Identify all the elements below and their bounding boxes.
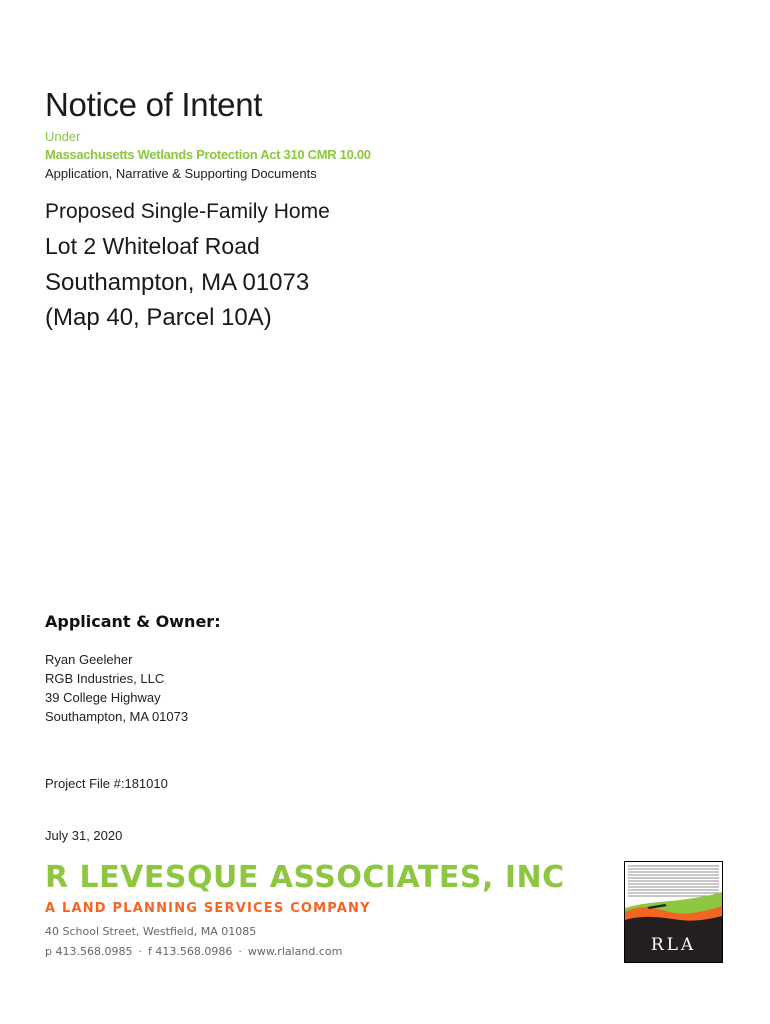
regulation-act: Massachusetts Wetlands Protection Act 310 CMR 10.00	[45, 147, 371, 162]
company-website[interactable]: www.rlaland.com	[247, 945, 343, 958]
logo-text: RLA	[650, 935, 697, 955]
applicant-name: Ryan Geeleher	[45, 652, 133, 667]
applicant-company: RGB Industries, LLC	[45, 671, 165, 686]
company-fax: f 413.568.0986	[147, 945, 233, 958]
project-city: Southampton, MA 01073	[45, 269, 310, 296]
company-tagline: A LAND PLANNING SERVICES COMPANY	[45, 901, 371, 916]
applicant-heading: Applicant & Owner:	[45, 612, 221, 631]
applicant-city: Southampton, MA 01073	[45, 709, 189, 724]
project-lot: Lot 2 Whiteloaf Road	[45, 233, 260, 259]
company-phone: p 413.568.0985	[45, 945, 133, 958]
separator: ·	[238, 945, 242, 958]
project-block	[45, 200, 330, 339]
document-date: July 31, 2020	[45, 828, 123, 843]
document-title: Notice of Intent	[45, 86, 263, 123]
applicant-block	[45, 650, 188, 726]
rla-logo	[624, 861, 723, 963]
project-file-number: Project File #:181010	[45, 776, 168, 791]
documents-description: Application, Narrative & Supporting Documents	[45, 166, 317, 181]
project-parcel: (Map 40, Parcel 10A)	[45, 304, 272, 331]
under-label: Under	[45, 129, 81, 144]
separator: ·	[138, 945, 142, 958]
company-address: 40 School Street, Westfield, MA 01085	[45, 925, 257, 938]
company-contact	[45, 945, 342, 958]
applicant-street: 39 College Highway	[45, 690, 161, 705]
company-name: R LEVESQUE ASSOCIATES, INC	[45, 860, 565, 895]
project-description: Proposed Single-Family Home	[45, 200, 330, 223]
